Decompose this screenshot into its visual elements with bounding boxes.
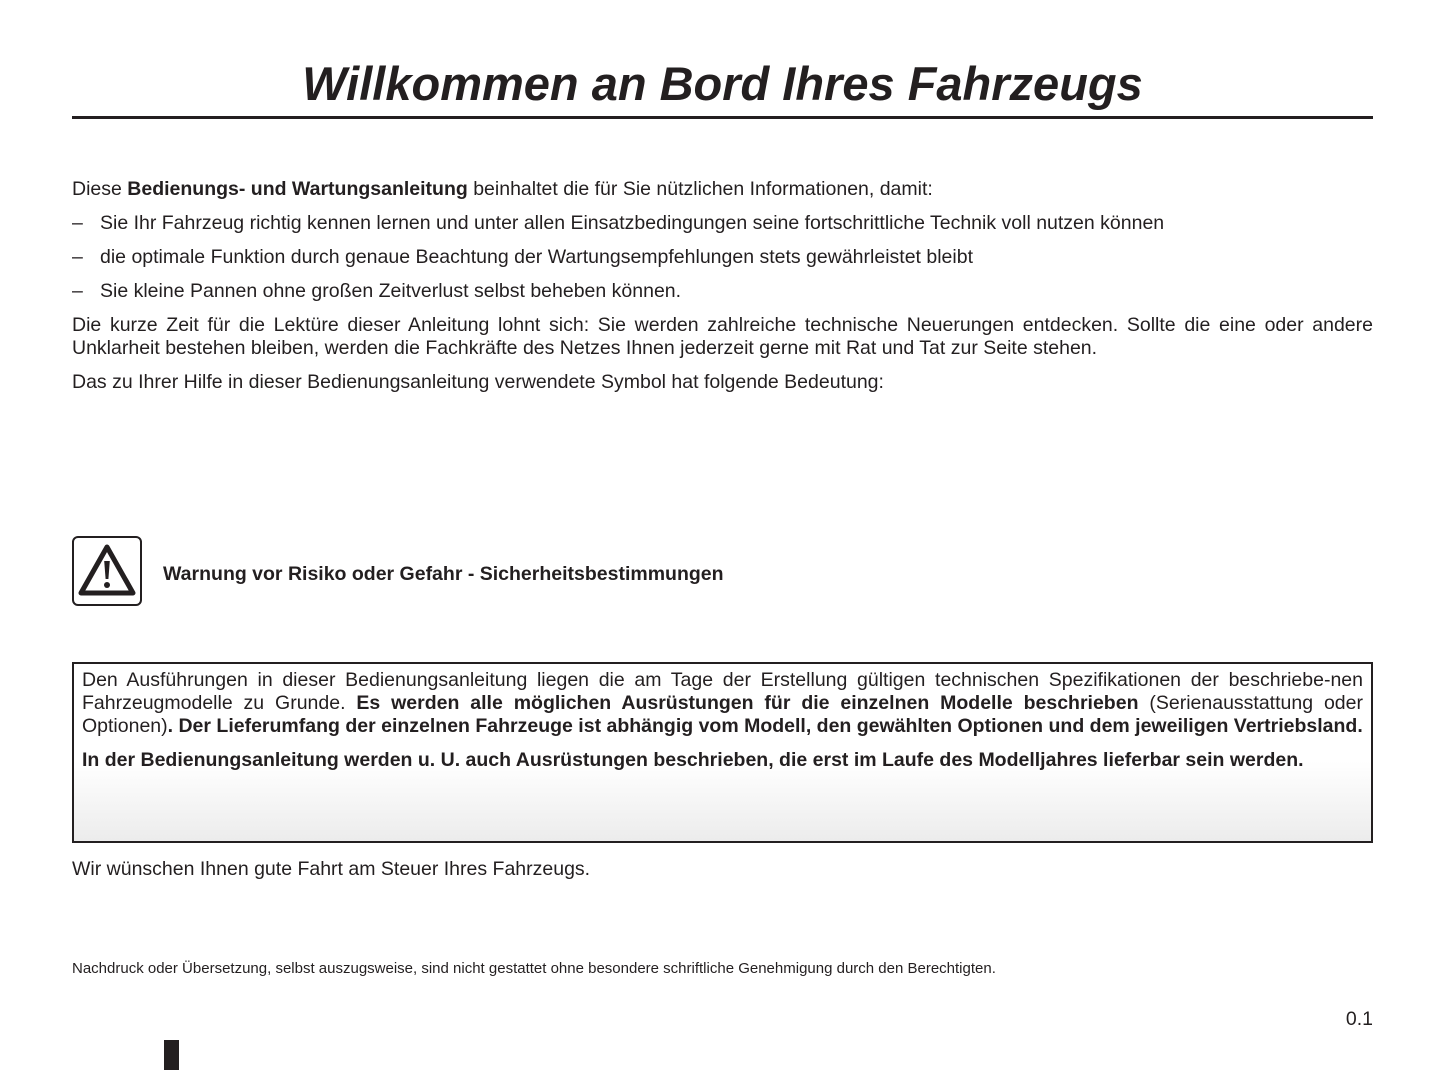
intro-lead bbox=[72, 178, 1373, 201]
list-item bbox=[72, 246, 1373, 269]
intro-lead-bold: Bedienungs- und Wartungsanleitung bbox=[127, 178, 468, 200]
title-underline bbox=[72, 116, 1373, 119]
bullet-text: Sie kleine Pannen ohne großen Zeitverlust selbst beheben können. bbox=[100, 280, 682, 302]
bullet-text: Sie Ihr Fahrzeug richtig kennen lernen und unter allen Einsatzbedingungen seine fortschrittliche Technik voll nutzen können bbox=[100, 212, 1165, 234]
notice-paragraph-1 bbox=[82, 669, 1363, 738]
notice-text: (Serienausstattung oder Optionen) bbox=[82, 692, 1363, 737]
section-edge-marker bbox=[164, 1040, 179, 1070]
intro-lead-suffix: beinhaltet die für Sie nützlichen Informationen, damit: bbox=[467, 178, 933, 200]
list-item bbox=[72, 280, 1373, 303]
page-number: 0.1 bbox=[1345, 1008, 1373, 1030]
notice-text: Den Ausführungen in dieser Bedienungsanleitung liegen die am Tage der Erstellung gültigen technischen Spezifikationen der beschriebe-nen Fahrzeugmodelle zu Grunde. bbox=[82, 669, 1363, 714]
reading-paragraph: Die kurze Zeit für die Lektüre dieser Anleitung lohnt sich: Sie werden zahlreiche technische Neuerungen entdecken. Sollte die eine oder andere Unklarheit bestehen bleiben, werden die Fachkräfte des Netzes Ihnen jederzeit gerne mit Rat und Tat zur Seite stehen. bbox=[72, 314, 1373, 359]
notice-box bbox=[72, 662, 1373, 843]
symbol-paragraph: Das zu Ihrer Hilfe in dieser Bedienungsanleitung verwendete Symbol hat folgende Bedeutung: bbox=[72, 371, 884, 393]
notice-text-bold: Es werden alle möglichen Ausrüstungen für die einzelnen Modelle beschrieben bbox=[356, 692, 1139, 714]
bullet-dash: – bbox=[72, 246, 83, 268]
warning-triangle-icon-graphic bbox=[77, 541, 137, 601]
warning-triangle-icon bbox=[72, 536, 142, 606]
page-title: Willkommen an Bord Ihres Fahrzeugs bbox=[302, 57, 1143, 110]
notice-paragraph-2: In der Bedienungsanleitung werden u. U. auch Ausrüstungen beschrieben, die erst im Laufe des Modelljahres lieferbar sein werden. bbox=[82, 749, 1304, 771]
bullet-dash: – bbox=[72, 280, 83, 302]
list-item bbox=[72, 212, 1373, 235]
closing-sentence: Wir wünschen Ihnen gute Fahrt am Steuer Ihres Fahrzeugs. bbox=[72, 858, 591, 880]
notice-text-bold: . Der Lieferumfang der einzelnen Fahrzeuge ist abhängig vom Modell, den gewählten Optionen und dem jeweiligen Vertriebsland. bbox=[167, 715, 1363, 737]
bullet-text: die optimale Funktion durch genaue Beachtung der Wartungsempfehlungen stets gewährleistet bleibt bbox=[100, 246, 973, 268]
intro-lead-prefix: Diese bbox=[72, 178, 128, 200]
intro-section bbox=[72, 178, 1373, 405]
copyright-footnote: Nachdruck oder Übersetzung, selbst auszugsweise, sind nicht gestattet ohne besondere schriftliche Genehmigung durch den Berechtigten. bbox=[72, 960, 996, 977]
warning-label: Warnung vor Risiko oder Gefahr - Sicherheitsbestimmungen bbox=[163, 563, 724, 585]
bullet-dash: – bbox=[72, 212, 83, 234]
